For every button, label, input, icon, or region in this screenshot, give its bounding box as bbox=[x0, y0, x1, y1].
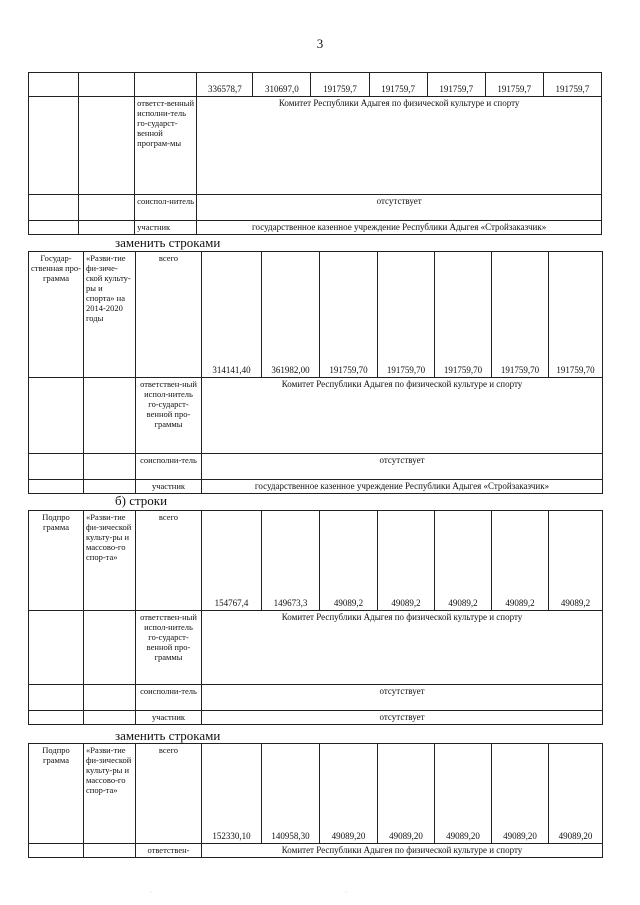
section-heading: б) строки bbox=[115, 493, 168, 508]
cell-empty bbox=[84, 480, 136, 494]
cell-empty bbox=[79, 195, 135, 221]
absent-cell: отсутствует bbox=[202, 711, 603, 725]
table-original-subprogram bbox=[28, 510, 603, 725]
committee-cell: Комитет Республики Адыгея по физической культуре и спорту bbox=[202, 611, 603, 685]
value-cell: 361982,00 bbox=[262, 252, 320, 378]
value-cell: 152330,10 bbox=[202, 744, 262, 844]
program-type-cell: Подпро грамма bbox=[29, 744, 84, 844]
section-heading: заменить строками bbox=[115, 235, 221, 250]
committee-cell: Комитет Республики Адыгея по физической культуре и спорту bbox=[197, 97, 602, 195]
cell-empty bbox=[84, 685, 136, 711]
value-cell: 336578,7 bbox=[197, 73, 253, 97]
table-row bbox=[29, 711, 603, 725]
table-row bbox=[29, 252, 603, 378]
cell-empty bbox=[29, 97, 79, 195]
value-cell: 149673,3 bbox=[262, 511, 320, 611]
table-row bbox=[29, 97, 602, 195]
table-row bbox=[29, 744, 603, 844]
participant-label: участник bbox=[136, 480, 202, 494]
table-row bbox=[29, 454, 603, 480]
table-row bbox=[29, 73, 602, 97]
total-label: всего bbox=[136, 252, 202, 378]
program-name-cell: «Разви-тие фи-зической культу-ры и массово-го спор-та» bbox=[84, 744, 136, 844]
value-cell: 49089,2 bbox=[492, 511, 549, 611]
cell-empty bbox=[29, 844, 84, 858]
committee-cell: Комитет Республики Адыгея по физической культуре и спорту bbox=[202, 378, 603, 454]
value-cell: 49089,20 bbox=[492, 744, 549, 844]
participant-label: участник bbox=[136, 711, 202, 725]
value-cell: 191759,7 bbox=[543, 73, 601, 97]
participant-cell: государственное казенное учреждение Республики Адыгея «Стройзаказчик» bbox=[202, 480, 603, 494]
value-cell: 154767,4 bbox=[202, 511, 262, 611]
scan-mark: · bbox=[345, 890, 347, 896]
cell-empty bbox=[29, 73, 79, 97]
table-row bbox=[29, 511, 603, 611]
value-cell: 140958,30 bbox=[262, 744, 320, 844]
responsible-label: ответствен- bbox=[136, 844, 202, 858]
value-cell: 191759,70 bbox=[320, 252, 378, 378]
cell-empty bbox=[84, 844, 136, 858]
value-cell: 49089,20 bbox=[435, 744, 492, 844]
section-heading: заменить строками bbox=[115, 728, 221, 743]
table-replacement-program bbox=[28, 251, 603, 494]
value-cell: 310697,0 bbox=[253, 73, 311, 97]
value-cell: 191759,7 bbox=[311, 73, 369, 97]
cell-empty bbox=[29, 611, 84, 685]
cell-empty bbox=[84, 454, 136, 480]
value-cell: 191759,70 bbox=[549, 252, 603, 378]
table-row bbox=[29, 378, 603, 454]
value-cell: 191759,7 bbox=[485, 73, 543, 97]
value-cell: 191759,70 bbox=[378, 252, 435, 378]
program-type-cell: Государ-ственная про-грамма bbox=[29, 252, 84, 378]
table-row bbox=[29, 685, 603, 711]
cell-empty bbox=[79, 221, 135, 235]
coexec-label: соисполни-тель bbox=[136, 685, 202, 711]
value-cell: 191759,7 bbox=[369, 73, 427, 97]
table-row bbox=[29, 844, 603, 858]
coexec-label: соиспол-нитель bbox=[135, 195, 197, 221]
value-cell: 314141,40 bbox=[202, 252, 262, 378]
table-row bbox=[29, 195, 602, 221]
page-number: 3 bbox=[316, 36, 324, 51]
cell-empty bbox=[29, 221, 79, 235]
table-original-program bbox=[28, 72, 602, 235]
cell-empty bbox=[84, 611, 136, 685]
absent-cell: отсутствует bbox=[202, 454, 603, 480]
total-label: всего bbox=[136, 744, 202, 844]
table-row bbox=[29, 611, 603, 685]
value-cell: 49089,20 bbox=[320, 744, 378, 844]
participant-cell: государственное казенное учреждение Республики Адыгея «Стройзаказчик» bbox=[197, 221, 602, 235]
value-cell: 49089,20 bbox=[378, 744, 435, 844]
table-row bbox=[29, 480, 603, 494]
program-name-cell: «Разви-тие фи-зической культу-ры и массово-го спор-та» bbox=[84, 511, 136, 611]
value-cell: 49089,2 bbox=[435, 511, 492, 611]
program-type-cell: Подпро грамма bbox=[29, 511, 84, 611]
cell-empty bbox=[29, 454, 84, 480]
committee-cell: Комитет Республики Адыгея по физической культуре и спорту bbox=[202, 844, 603, 858]
cell-empty bbox=[29, 480, 84, 494]
cell-empty bbox=[29, 195, 79, 221]
cell-empty bbox=[135, 73, 197, 97]
cell-empty bbox=[79, 97, 135, 195]
table-row bbox=[29, 221, 602, 235]
absent-cell: отсутствует bbox=[197, 195, 602, 221]
coexec-label: соисполни-тель bbox=[136, 454, 202, 480]
cell-empty bbox=[29, 378, 84, 454]
absent-cell: отсутствует bbox=[202, 685, 603, 711]
responsible-label: ответствен-ный испол-нитель го-сударст-венной про-граммы bbox=[136, 611, 202, 685]
participant-label: участник bbox=[135, 221, 197, 235]
value-cell: 49089,20 bbox=[549, 744, 603, 844]
value-cell: 191759,70 bbox=[492, 252, 549, 378]
value-cell: 49089,2 bbox=[320, 511, 378, 611]
scan-mark: · bbox=[150, 890, 152, 896]
cell-empty bbox=[84, 378, 136, 454]
cell-empty bbox=[29, 711, 84, 725]
cell-empty bbox=[29, 685, 84, 711]
value-cell: 191759,70 bbox=[435, 252, 492, 378]
cell-empty bbox=[79, 73, 135, 97]
value-cell: 191759,7 bbox=[427, 73, 485, 97]
responsible-label: ответст-венный исполни-тель го-сударст-венной програм-мы bbox=[135, 97, 197, 195]
table-replacement-subprogram bbox=[28, 743, 603, 858]
value-cell: 49089,2 bbox=[378, 511, 435, 611]
value-cell: 49089,2 bbox=[549, 511, 603, 611]
total-label: всего bbox=[136, 511, 202, 611]
responsible-label: ответствен-ный испол-нитель го-сударст-венной про-граммы bbox=[136, 378, 202, 454]
cell-empty bbox=[84, 711, 136, 725]
program-name-cell: «Разви-тие фи-зиче-ской культу-ры и спорта» на 2014-2020 годы bbox=[84, 252, 136, 378]
